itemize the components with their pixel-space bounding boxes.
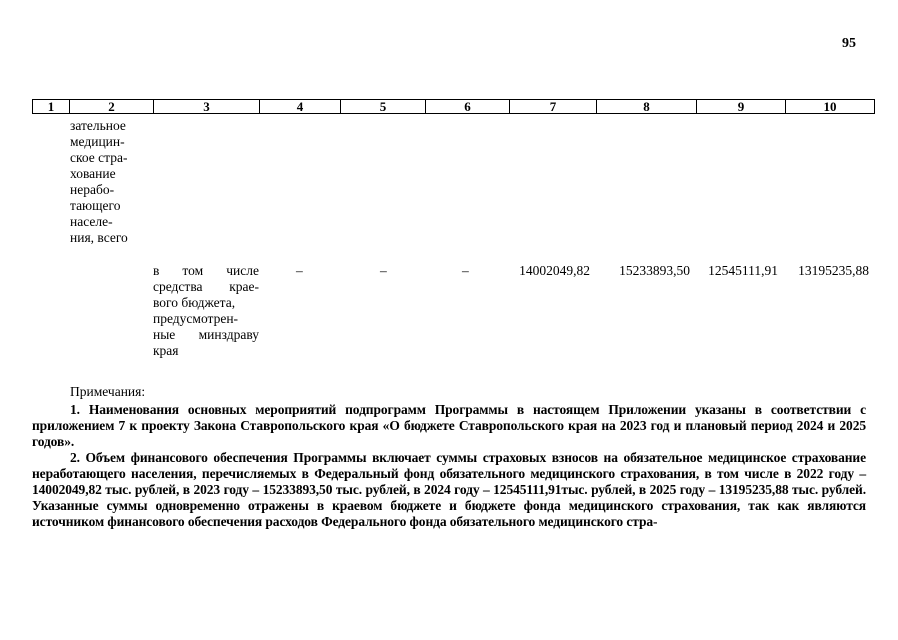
row-description-col3 xyxy=(153,263,259,359)
notes-title: Примечания: xyxy=(70,384,146,399)
header-col-3: 3 xyxy=(153,100,259,113)
header-col-8: 8 xyxy=(596,100,696,113)
col3-line: средства крае- xyxy=(153,279,259,294)
header-col-9: 9 xyxy=(696,100,785,113)
col3-line: вого бюджета, xyxy=(153,295,236,310)
col3-line: предусмотрен- xyxy=(153,311,239,326)
page-number: 95 xyxy=(842,36,856,51)
cell-col8: 15233893,50 xyxy=(619,263,690,278)
col2-line: нерабо- xyxy=(70,182,115,197)
notes-section xyxy=(32,384,866,530)
cell-col9: 12545111,91 xyxy=(708,263,778,278)
note-item: 2. Объем финансового обеспечения Программы включает суммы страховых взносов на обязательное медицинское страхование неработающего населения, перечисляемых в Федеральный фонд обязательного медицинского страхования, в том числе в 2022 году – 14002049,82 тыс. рублей, в 2023 году – 15233893,50 тыс. рублей, в 2024 году – 12545111,91тыс. рублей, в 2025 году – 13195235,88 тыс. рублей. Указанные суммы одновременно отражены в краевом бюджете и бюджете фонда медицинского страхования, так как являются источником финансового обеспечения расходов Федерального фонда обязательного медицинского стра- xyxy=(32,450,866,529)
header-col-2: 2 xyxy=(69,100,153,113)
col2-line: ния, всего xyxy=(70,230,128,245)
cell-col7: 14002049,82 xyxy=(519,263,590,278)
col2-line: зательное xyxy=(70,118,126,133)
col2-line: населе- xyxy=(70,214,113,229)
header-col-10: 10 xyxy=(785,100,874,113)
col2-line: ское стра- xyxy=(70,150,128,165)
header-col-6: 6 xyxy=(425,100,509,113)
header-col-5: 5 xyxy=(340,100,425,113)
col3-line: края xyxy=(153,343,179,358)
col2-line: тающего xyxy=(70,198,121,213)
col2-line: медицин- xyxy=(70,134,125,149)
cell-col10: 13195235,88 xyxy=(798,263,869,278)
row-description-col2 xyxy=(70,118,150,246)
col2-line: хование xyxy=(70,166,116,181)
col3-line: в том числе xyxy=(153,263,259,278)
header-col-1: 1 xyxy=(47,99,55,114)
note-item: 1. Наименования основных мероприятий подпрограмм Программы в настоящем Приложении указаны в соответствии с приложением 7 к проекту Закона Ставропольского края «О бюджете Ставропольского края на 2023 год и плановый период 2024 и 2025 годов». xyxy=(32,402,866,449)
header-col-4: 4 xyxy=(259,100,340,113)
cell-col5: – xyxy=(380,263,387,278)
col3-line: ные минздраву xyxy=(153,327,259,342)
cell-col4: – xyxy=(296,263,303,278)
header-col-7: 7 xyxy=(509,100,596,113)
cell-col6: – xyxy=(462,263,469,278)
table-header-row xyxy=(32,99,875,114)
